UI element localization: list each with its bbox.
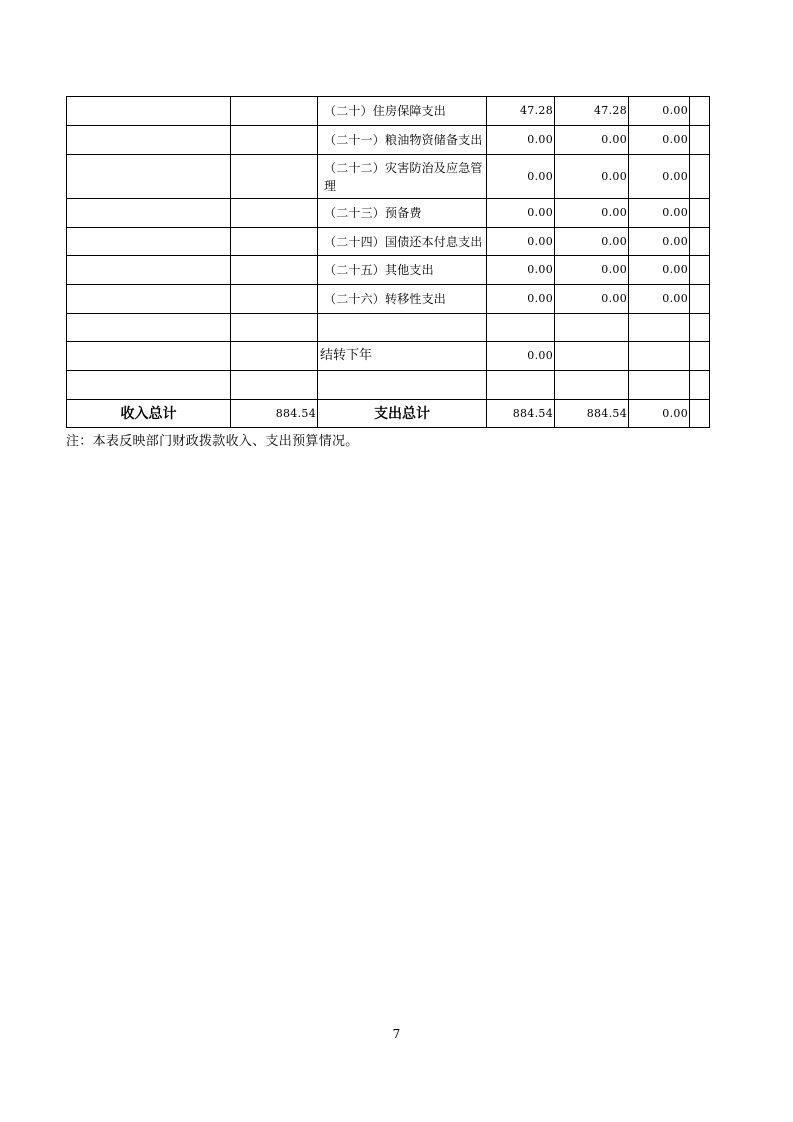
general-budget-cell: 0.00 bbox=[555, 285, 629, 314]
government-fund-cell: 0.00 bbox=[629, 228, 690, 256]
expense-item-cell: （二十四）国债还本付息支出 bbox=[318, 228, 487, 256]
income-item-cell bbox=[67, 285, 231, 314]
income-item-cell bbox=[67, 155, 231, 199]
totals-row bbox=[67, 400, 710, 428]
government-fund-cell: 0.00 bbox=[629, 155, 690, 199]
empty-row bbox=[67, 314, 710, 342]
budget-table bbox=[66, 96, 710, 428]
table-row bbox=[67, 199, 710, 228]
table-row bbox=[67, 256, 710, 285]
expense-item-cell: （二十五）其他支出 bbox=[318, 256, 487, 285]
income-total-value: 884.54 bbox=[231, 400, 318, 428]
government-fund-cell: 0.00 bbox=[629, 256, 690, 285]
income-amount-cell bbox=[231, 126, 318, 155]
general-budget-cell: 0.00 bbox=[555, 228, 629, 256]
general-budget-cell: 0.00 bbox=[555, 155, 629, 199]
expense-item-cell: （二十）住房保障支出 bbox=[318, 97, 487, 126]
government-fund-cell: 0.00 bbox=[629, 126, 690, 155]
income-amount-cell bbox=[231, 97, 318, 126]
expense-general-total-value: 884.54 bbox=[555, 400, 629, 428]
page-number: 7 bbox=[392, 1027, 401, 1041]
expense-total-label: 支出总计 bbox=[318, 400, 487, 428]
general-budget-cell: 0.00 bbox=[555, 256, 629, 285]
extra-cell bbox=[690, 285, 710, 314]
expense-total-cell: 0.00 bbox=[487, 256, 555, 285]
carry-forward-label: 结转下年 bbox=[318, 342, 487, 371]
table-row bbox=[67, 285, 710, 314]
extra-cell bbox=[690, 155, 710, 199]
extra-cell bbox=[690, 228, 710, 256]
expense-item-cell: （二十二）灾害防治及应急管理 bbox=[318, 155, 487, 199]
income-item-cell bbox=[67, 199, 231, 228]
carry-forward-row bbox=[67, 342, 710, 371]
extra-cell bbox=[690, 256, 710, 285]
income-item-cell bbox=[67, 256, 231, 285]
expense-total-value: 884.54 bbox=[487, 400, 555, 428]
extra-cell bbox=[690, 97, 710, 126]
expense-total-cell: 0.00 bbox=[487, 126, 555, 155]
government-fund-cell: 0.00 bbox=[629, 97, 690, 126]
table-row bbox=[67, 155, 710, 199]
general-budget-cell: 0.00 bbox=[555, 199, 629, 228]
empty-row bbox=[67, 371, 710, 400]
income-amount-cell bbox=[231, 285, 318, 314]
income-item-cell bbox=[67, 126, 231, 155]
table-row bbox=[67, 126, 710, 155]
general-budget-cell: 47.28 bbox=[555, 97, 629, 126]
income-amount-cell bbox=[231, 199, 318, 228]
expense-total-cell: 47.28 bbox=[487, 97, 555, 126]
extra-cell bbox=[690, 199, 710, 228]
government-fund-cell: 0.00 bbox=[629, 285, 690, 314]
expense-total-cell: 0.00 bbox=[487, 228, 555, 256]
expense-total-cell: 0.00 bbox=[487, 285, 555, 314]
income-item-cell bbox=[67, 228, 231, 256]
carry-forward-value: 0.00 bbox=[487, 342, 555, 371]
table-row bbox=[67, 228, 710, 256]
table-note: 注：本表反映部门财政拨款收入、支出预算情况。 bbox=[66, 434, 359, 449]
income-total-label: 收入总计 bbox=[67, 400, 231, 428]
general-budget-cell: 0.00 bbox=[555, 126, 629, 155]
expense-item-cell: （二十三）预备费 bbox=[318, 199, 487, 228]
income-amount-cell bbox=[231, 256, 318, 285]
extra-cell bbox=[690, 126, 710, 155]
income-amount-cell bbox=[231, 155, 318, 199]
expense-item-cell: （二十一）粮油物资储备支出 bbox=[318, 126, 487, 155]
expense-total-cell: 0.00 bbox=[487, 199, 555, 228]
government-fund-cell: 0.00 bbox=[629, 199, 690, 228]
income-amount-cell bbox=[231, 228, 318, 256]
table-row bbox=[67, 97, 710, 126]
expense-total-cell: 0.00 bbox=[487, 155, 555, 199]
income-item-cell bbox=[67, 97, 231, 126]
expense-fund-total-value: 0.00 bbox=[629, 400, 690, 428]
expense-item-cell: （二十六）转移性支出 bbox=[318, 285, 487, 314]
